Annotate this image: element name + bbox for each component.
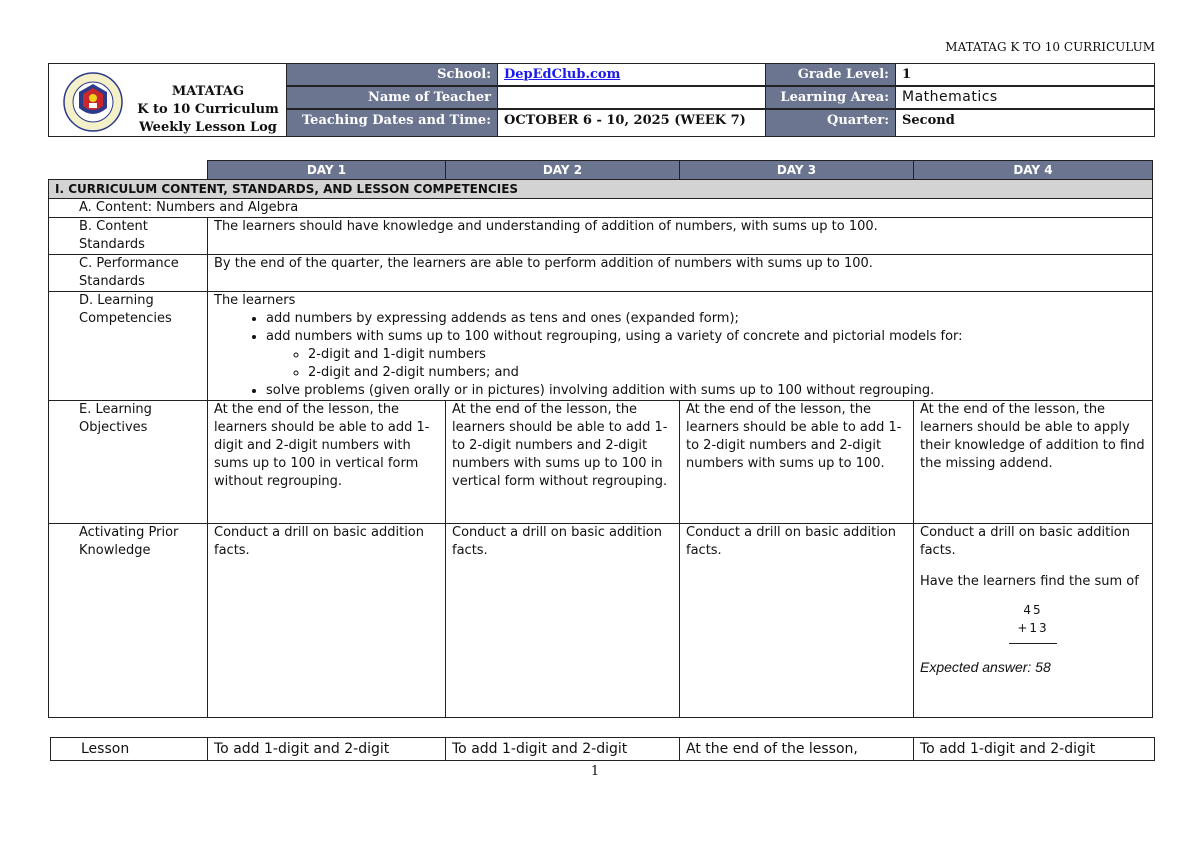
competency-2-sublist bbox=[266, 346, 1146, 382]
content-standards-text: The learners should have knowledge and understanding of addition of numbers, with sums up to 100. bbox=[208, 218, 1153, 255]
content-row bbox=[49, 199, 1153, 218]
activating-day-4-drill: Conduct a drill on basic addition facts. bbox=[920, 525, 1130, 558]
competency-2-sub-1: ◦ 2-digit and 1-digit numbers bbox=[308, 346, 1146, 364]
school-link[interactable]: DepEdClub.com bbox=[497, 63, 766, 86]
objective-day-2: At the end of the lesson, the learners should be able to add 1-to 2-digit numbers and 2-digit numbers with sums up to 100 in vertical form without regrouping. bbox=[446, 401, 680, 524]
objectives-label: E. Learning Objectives bbox=[49, 401, 208, 524]
day-1-header: DAY 1 bbox=[208, 161, 446, 180]
objectives-row bbox=[49, 401, 1153, 524]
title-line-3: Weekly Lesson Log bbox=[139, 120, 277, 135]
competencies-row bbox=[49, 292, 1153, 401]
title-line-1: MATATAG bbox=[171, 84, 245, 99]
title-line-2: K to 10 Curriculum bbox=[137, 102, 279, 117]
learning-area-value: Mathematics bbox=[895, 86, 1155, 109]
competency-1: • add numbers by expressing addends as tens and ones (expanded form); bbox=[266, 310, 1146, 328]
competency-3: • solve problems (given orally or in pictures) involving addition with sums up to 100 without regrouping. bbox=[266, 382, 1146, 400]
competency-2 bbox=[266, 328, 1146, 382]
addend-2: +13 bbox=[1017, 621, 1049, 635]
day-3-header: DAY 3 bbox=[680, 161, 914, 180]
teacher-label: Name of Teacher bbox=[286, 86, 498, 109]
competency-2-text: add numbers with sums up to 100 without regrouping, using a variety of concrete and pictorial models for: bbox=[266, 329, 963, 344]
deped-seal-logo bbox=[63, 72, 123, 132]
day-2-header: DAY 2 bbox=[446, 161, 680, 180]
objective-day-1: At the end of the lesson, the learners should be able to add 1-digit and 2-digit numbers with sums up to 100 in vertical form without regrouping. bbox=[208, 401, 446, 524]
performance-standards-text: By the end of the quarter, the learners are able to perform addition of numbers with sums up to 100. bbox=[208, 255, 1153, 292]
sum-rule bbox=[1009, 643, 1057, 644]
activating-day-2: Conduct a drill on basic addition facts. bbox=[446, 524, 680, 718]
competencies-list bbox=[214, 310, 1146, 400]
competency-2-sub-2: ◦ 2-digit and 2-digit numbers; and bbox=[308, 364, 1146, 382]
section-i-heading: I. CURRICULUM CONTENT, STANDARDS, AND LESSON COMPETENCIES bbox=[49, 180, 1153, 199]
activating-day-3: Conduct a drill on basic addition facts. bbox=[680, 524, 914, 718]
expected-answer: Expected answer: 58 bbox=[920, 659, 1051, 675]
content-standards-row bbox=[49, 218, 1153, 255]
activating-label: Activating Prior Knowledge bbox=[49, 524, 208, 718]
lesson-log-table bbox=[48, 160, 1153, 718]
lesson-label: Lesson bbox=[51, 738, 208, 761]
quarter-label: Quarter: bbox=[765, 109, 896, 137]
competencies-cell bbox=[208, 292, 1153, 401]
competencies-label: D. Learning Competencies bbox=[49, 292, 208, 401]
teaching-dates-label: Teaching Dates and Time: bbox=[286, 109, 498, 137]
grade-level-label: Grade Level: bbox=[765, 63, 896, 86]
lesson-table bbox=[50, 737, 1155, 761]
activating-row bbox=[49, 524, 1153, 718]
day-header-row bbox=[49, 161, 1153, 180]
activating-day-1: Conduct a drill on basic addition facts. bbox=[208, 524, 446, 718]
section-i-row bbox=[49, 180, 1153, 199]
lesson-day-1: To add 1-digit and 2-digit bbox=[208, 738, 446, 761]
grade-level-value: 1 bbox=[895, 63, 1155, 86]
teacher-value bbox=[497, 86, 766, 109]
objective-day-4: At the end of the lesson, the learners should be able to apply their knowledge of addition to find the missing addend. bbox=[914, 401, 1153, 524]
day-4-header: DAY 4 bbox=[914, 161, 1153, 180]
lesson-row bbox=[51, 738, 1155, 761]
learning-area-label: Learning Area: bbox=[765, 86, 896, 109]
teaching-dates-value: OCTOBER 6 - 10, 2025 (WEEK 7) bbox=[497, 109, 766, 137]
lesson-day-3: At the end of the lesson, bbox=[680, 738, 914, 761]
curriculum-label: MATATAG K TO 10 CURRICULUM bbox=[945, 40, 1155, 54]
content-standards-label: B. Content Standards bbox=[49, 218, 208, 255]
day-header-blank bbox=[49, 161, 208, 180]
quarter-value: Second bbox=[895, 109, 1155, 137]
lesson-day-2: To add 1-digit and 2-digit bbox=[446, 738, 680, 761]
objective-day-3: At the end of the lesson, the learners should be able to add 1-to 2-digit numbers and 2-digit numbers with sums up to 100. bbox=[680, 401, 914, 524]
lesson-day-4: To add 1-digit and 2-digit bbox=[914, 738, 1155, 761]
competencies-intro: The learners bbox=[214, 293, 296, 308]
performance-standards-row bbox=[49, 255, 1153, 292]
page-number: 1 bbox=[590, 764, 600, 779]
activating-day-4-sum-prompt: Have the learners find the sum of bbox=[920, 574, 1139, 589]
addend-1: 45 bbox=[1023, 603, 1043, 617]
school-label: School: bbox=[286, 63, 498, 86]
performance-standards-label: C. Performance Standards bbox=[49, 255, 208, 292]
activating-day-4 bbox=[914, 524, 1153, 718]
content-text: A. Content: Numbers and Algebra bbox=[49, 199, 1153, 218]
